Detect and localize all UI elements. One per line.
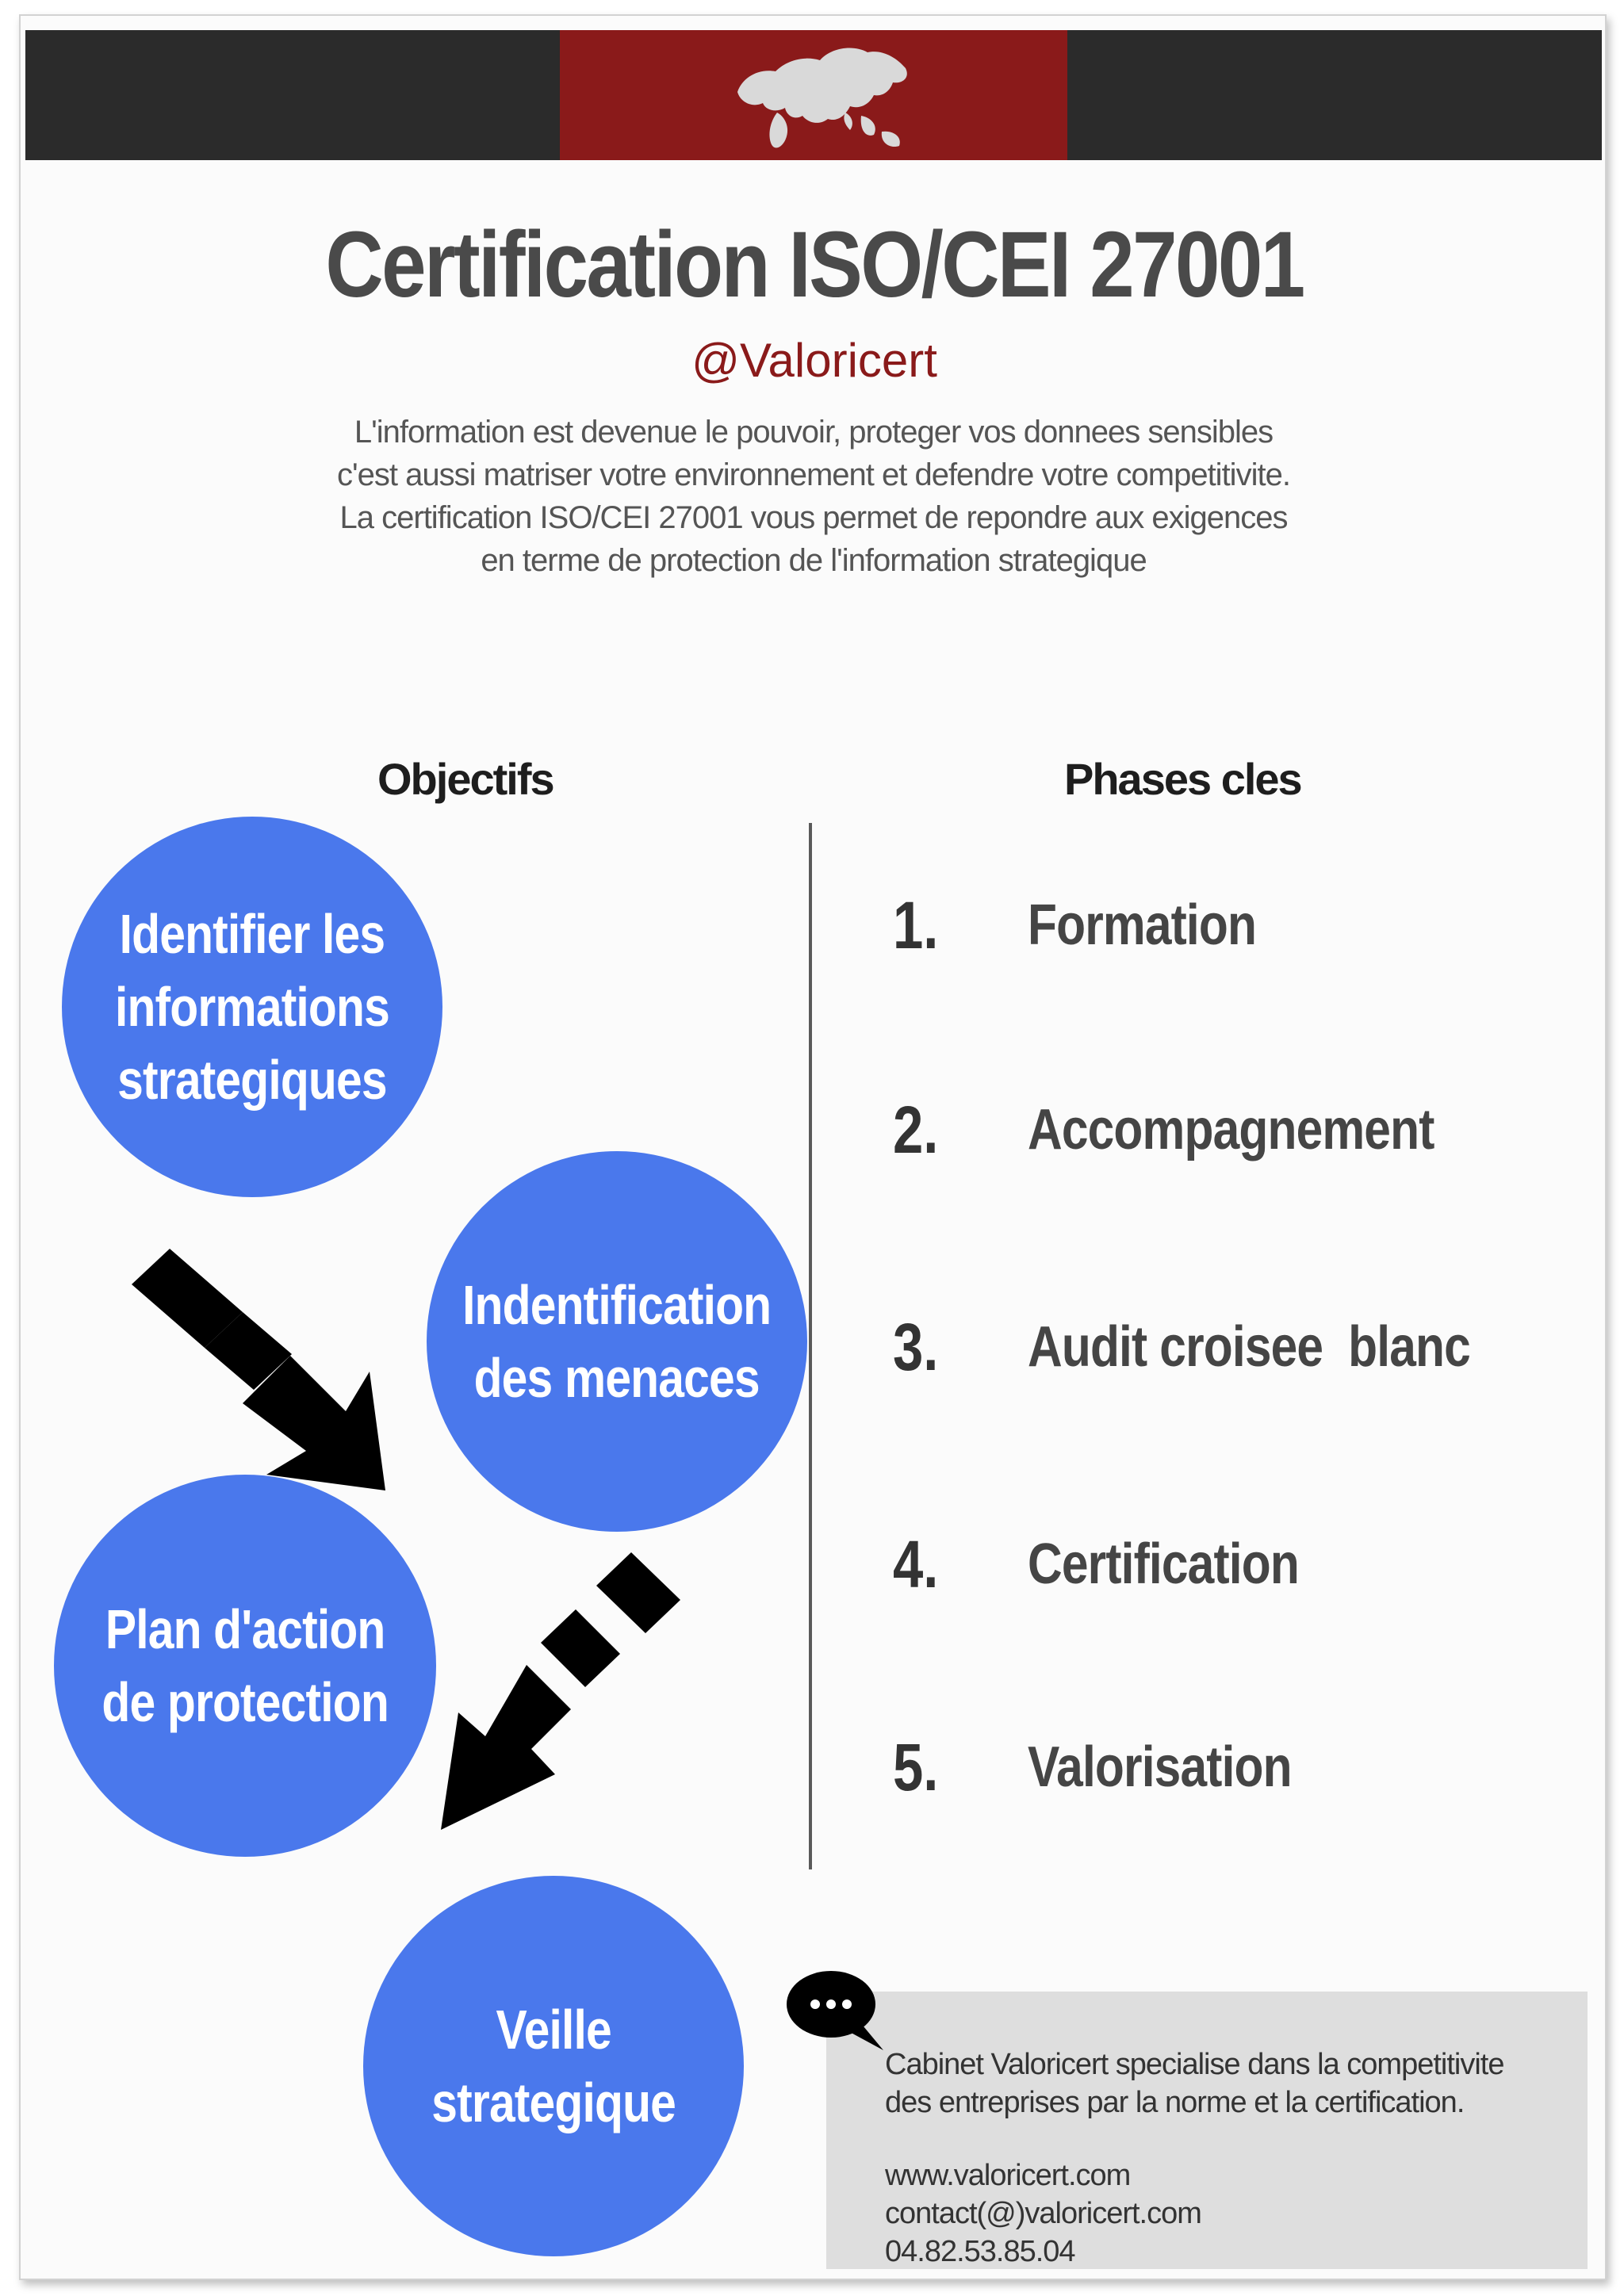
contact-description-line: Cabinet Valoricert specialise dans la competitivite <box>885 2048 1504 2081</box>
contact-description-line: des entreprises par la norme et la certification. <box>885 2086 1465 2119</box>
dashed-arrow-down-left-icon <box>433 1536 703 1838</box>
objective-label: Indentification des menaces <box>462 1274 772 1409</box>
objective-circle-threats <box>427 1151 807 1532</box>
phase-number: 5. <box>893 1729 939 1804</box>
objectives-heading: Objectifs <box>377 754 553 804</box>
objective-circle-action-plan <box>54 1475 436 1857</box>
phase-number: 3. <box>893 1309 939 1384</box>
objective-label: Identifier les informations strategiques <box>114 903 390 1111</box>
phase-number: 4. <box>893 1526 939 1601</box>
contact-details <box>885 2045 1583 2271</box>
column-divider <box>809 823 812 1869</box>
intro-line: L'information est devenue le pouvoir, proteger vos donnees sensibles <box>354 415 1274 450</box>
contact-phone: 04.82.53.85.04 <box>885 2235 1075 2268</box>
phase-label: Accompagnement <box>1028 1098 1434 1161</box>
phase-label: Certification <box>1028 1533 1299 1596</box>
dashed-arrow-down-right-icon <box>108 1213 425 1498</box>
intro-line: en terme de protection de l'information strategique <box>481 543 1147 578</box>
contact-email-link[interactable]: contact(@)valoricert.com <box>885 2197 1201 2230</box>
phases-heading: Phases cles <box>1064 754 1301 804</box>
phase-label: Audit croisee blanc <box>1028 1315 1470 1379</box>
infographic-page <box>19 14 1607 2280</box>
contact-website-link[interactable]: www.valoricert.com <box>885 2159 1131 2192</box>
phase-item <box>893 882 1300 969</box>
intro-line: c'est aussi matriser votre environnement et defendre votre competitivite. <box>337 457 1290 492</box>
phase-number: 1. <box>893 887 939 962</box>
objective-circle-identify <box>62 817 442 1197</box>
page-title: Certification ISO/CEI 27001 <box>325 212 1304 317</box>
objective-label: Plan d'action de protection <box>102 1598 389 1733</box>
brand-handle: @Valoricert <box>691 334 937 387</box>
header-band-left <box>25 30 560 160</box>
intro-line: La certification ISO/CEI 27001 vous permet de repondre aux exigences <box>339 500 1288 535</box>
header-band-right <box>1067 30 1602 160</box>
phase-number: 2. <box>893 1092 939 1167</box>
phase-item <box>893 1521 1350 1608</box>
phase-item <box>893 1303 1554 1391</box>
world-map-icon <box>726 36 917 155</box>
phase-item <box>893 1724 1342 1811</box>
chat-bubble-icon <box>783 1966 887 2053</box>
objective-label: Veille strategique <box>431 1999 676 2133</box>
phase-label: Formation <box>1028 894 1257 957</box>
phase-item <box>893 1086 1511 1173</box>
intro-paragraph <box>179 411 1448 582</box>
phase-label: Valorisation <box>1028 1735 1292 1799</box>
objective-circle-watch <box>363 1876 744 2256</box>
